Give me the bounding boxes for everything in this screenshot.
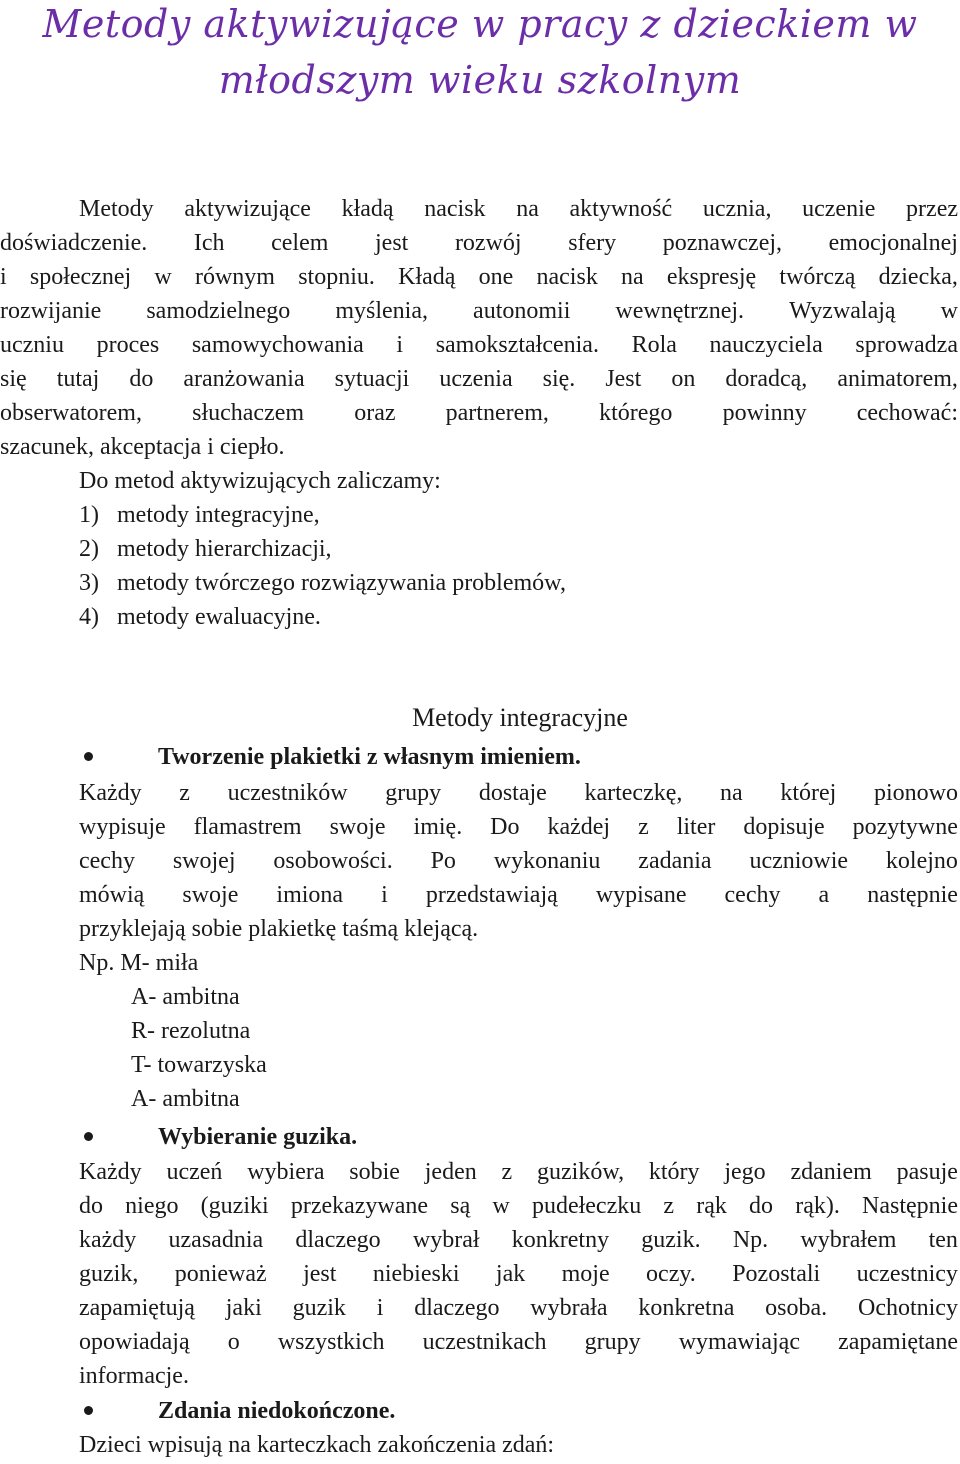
bullet-icon [84,752,93,761]
section-heading: Metody integracyjne [412,703,628,732]
word: swoje [182,882,239,908]
text-line [0,396,958,430]
word: oraz [354,400,396,426]
name-example [79,946,267,1116]
word: autonomii [473,298,571,324]
methods-list-intro: Do metod aktywizujących zaliczamy: [79,468,441,494]
word: uczestnikach [422,1329,547,1355]
word: ponieważ [174,1261,267,1287]
word: cechować: [856,400,958,426]
word: przedstawiają [425,882,558,908]
list-item-text: metody integracyjne, [117,502,320,528]
word: one [478,264,514,290]
word: który [648,1159,700,1185]
word: z [501,1159,513,1185]
word: rozwijanie [0,298,102,324]
word: aranżowania [183,366,305,392]
text-line: Dzieci wpisują na karteczkach zakończenia zdań: [79,1432,555,1458]
text-line [0,260,958,294]
word: stopniu. [298,264,375,290]
word: grupy [584,1329,641,1355]
list-item [79,600,939,634]
word: Każdy [79,780,142,806]
text-line [0,362,958,396]
word: dziecka, [878,264,958,290]
word: doświadczenie. [0,230,148,256]
word: rąk [696,1193,727,1219]
word: cechy [79,848,135,874]
word: Wyzwalają [789,298,896,324]
word: jest [375,230,409,256]
list-item [79,566,939,600]
word: i [381,882,388,908]
word: (guziki [200,1193,269,1219]
example-line: A- ambitna [131,1086,240,1112]
word: samodzielnego [146,298,291,324]
word: wypisuje [79,814,166,840]
example-line: R- rezolutna [131,1018,251,1044]
list-item-text: metody twórczego rozwiązywania problemów, [117,570,566,596]
word: jego [724,1159,766,1185]
word: uczestników [227,780,348,806]
word: zadania [638,848,712,874]
word: wypisane [595,882,687,908]
text-line [79,1291,958,1325]
word: z [638,814,649,840]
word: ucznia, [702,196,772,222]
word: tutaj [56,366,100,392]
bullet-icon [84,1132,93,1141]
word: i [376,1295,384,1321]
word: aktywizujące [184,196,311,222]
example-line: Np. M- miła [79,950,199,976]
text-line [79,1257,958,1291]
word: wewnętrznej. [615,298,745,324]
word: i [396,332,404,358]
word: aktywność [569,196,673,222]
word: sfery [568,230,617,256]
word: guzik, [79,1261,139,1287]
word: jest [303,1261,337,1287]
word: na [516,196,539,222]
text-line [79,1325,958,1359]
word: Metody [79,196,154,222]
word: flamastrem [193,814,302,840]
word: doradcą, [725,366,808,392]
word: jaki [225,1295,262,1321]
word: dostaje [478,780,547,806]
word: nauczyciela [709,332,823,358]
word: Ich [193,230,225,256]
text-line [79,810,958,844]
word: niebieski [372,1261,460,1287]
word: guzik. [641,1227,701,1253]
list-item-number: 1) [79,502,99,528]
word: swojej [172,848,236,874]
word: wybrał [412,1227,480,1253]
word: wybiera [247,1159,325,1185]
word: konkretny [511,1227,610,1253]
list-item [79,498,939,532]
word: uczenie [802,196,876,222]
word: się. [542,366,576,392]
word: partnerem, [445,400,549,426]
word: której [780,780,837,806]
word: uczniowie [749,848,849,874]
word: wymawiając [678,1329,800,1355]
word: Pozostali [732,1261,821,1287]
word: mówią [79,882,145,908]
word: karteczkę, [584,780,683,806]
word: pozytywne [852,814,958,840]
word: kolejno [885,848,958,874]
activity-paragraph-1 [79,776,958,946]
word: uczeń [166,1159,223,1185]
word: następnie [867,882,958,908]
word: ekspresję [666,264,757,290]
text-line: szacunek, akceptacja i ciepło. [0,434,285,460]
word: kładą [341,196,394,222]
word: słuchaczem [192,400,305,426]
list-item-number: 2) [79,536,99,562]
word: moje [561,1261,610,1287]
intro-paragraph [0,192,958,464]
text-line [0,192,958,226]
text-line [0,328,958,362]
word: uczniu [0,332,64,358]
word: na [621,264,644,290]
word: osobowości. [273,848,393,874]
word: pasuje [896,1159,958,1185]
example-line: T- towarzyska [131,1052,267,1078]
activity-paragraph-3 [79,1428,958,1462]
word: Każdy [79,1159,142,1185]
text-line [79,1189,958,1223]
text-line [79,776,958,810]
example-line: A- ambitna [131,984,240,1010]
document-title-line-2: młodszym wieku szkolnym [218,58,742,102]
word: z [663,1193,675,1219]
activity-paragraph-2 [79,1155,958,1393]
word: do [749,1193,774,1219]
word: swoje [329,814,386,840]
word: sobie [349,1159,400,1185]
word: guzik [292,1295,346,1321]
word: samowychowania [191,332,364,358]
word: myślenia, [335,298,428,324]
word: zapamiętane [838,1329,958,1355]
word: liter [676,814,716,840]
word: w [154,264,172,290]
word: z [179,780,190,806]
word: a [818,882,830,908]
list-item-text: metody ewaluacyjne. [117,604,321,630]
list-item-number: 4) [79,604,99,630]
word: Następnie [862,1193,958,1219]
word: Rola [631,332,677,358]
word: do [129,366,154,392]
word: społecznej [29,264,132,290]
text-line [79,878,958,912]
text-line [79,844,958,878]
word: dlaczego [295,1227,381,1253]
word: Ochotnicy [857,1295,958,1321]
word: na [720,780,743,806]
word: jeden [424,1159,477,1185]
word: wykonaniu [493,848,601,874]
word: wszystkich [277,1329,385,1355]
word: animatorem, [837,366,958,392]
word: pionowo [873,780,958,806]
word: nacisk [424,196,486,222]
word: powinny [722,400,807,426]
word: cechy [724,882,781,908]
word: ten [928,1227,958,1253]
word: dlaczego [414,1295,500,1321]
word: opowiadają [79,1329,190,1355]
text-line: przyklejają sobie plakietkę taśmą klejącą. [79,916,479,942]
word: celem [271,230,329,256]
word: przekazywane [290,1193,429,1219]
bullet-icon [84,1406,93,1415]
word: on [671,366,696,392]
word: obserwatorem, [0,400,142,426]
word: Jest [605,366,642,392]
word: rąk). [795,1193,840,1219]
word: Po [430,848,456,874]
word: grupy [385,780,442,806]
word: Np. [732,1227,769,1253]
word: każdej [547,814,611,840]
word: zapamiętują [79,1295,195,1321]
word: są [450,1193,471,1219]
text-line [0,294,958,328]
word: Do [490,814,520,840]
word: którego [599,400,673,426]
word: osoba. [765,1295,828,1321]
word: sprowadza [855,332,958,358]
word: się [0,366,27,392]
word: w [940,298,958,324]
word: wybrała [530,1295,608,1321]
text-line [79,1223,958,1257]
text-line [79,1155,958,1189]
list-item-text: metody hierarchizacji, [117,536,332,562]
word: uczestnicy [856,1261,958,1287]
word: równym [194,264,275,290]
text-line: informacje. [79,1363,189,1389]
text-line [0,226,958,260]
list-item [79,532,939,566]
word: imiona [276,882,344,908]
document-page: Metody aktywizujące w pracy z dzieckiem w młodszym wieku szkolnym Metody aktywizujące kładą nacisk na aktywność ucznia, uczenie przez doświadczenie. Ich celem jest rozwój sfery poznawczej, emocjonalnej i społecznej w równym stopniu. Kładą one nacisk na ekspresję twórczą dziecka, rozwijanie samodzielnego myślenia, autonomii wewnętrznej. Wyzwalają w uczniu proces samowychowania i samokształcenia. Rola nauczyciela sprowadza się tutaj do aranżowania sytuacji uczenia się. Jest on doradcą, animatorem, obserwatorem, słuchaczem oraz partnerem, którego powinny cechować: szacunek, akceptacja i ciepło. Do metod aktywizujących zaliczamy: 1) metody integracyjne, 2) metody hierarchizacji, 3) metody twórczego rozwiązywania problemów, 4) metody ewaluacyjne. Metody integracyjne Tworzenie plakietki z własnym imieniem. Każdy z uczestników grupy dostaje karteczkę, na której pionowo wypisuje flamastrem swoje imię. Do każdej z liter dopisuje pozytywne cechy swojej osobowości. Po wykonaniu zadania uczniowie kolejno mówią swoje imiona i przedstawiają wypisane cechy a następnie przyklejają sobie plakietkę taśmą klejącą. Np. M- miła A- ambitna R- rezolutna T- towarzyska A- ambitna Wybieranie guzika. Każdy uczeń wybiera sobie jeden z guzików, który jego zdaniem pasuje do niego (guziki przekazywane są w pudełeczku z rąk do rąk). Następnie każdy uzasadnia dlaczego wybrał konkretny guzik. Np. wybrałem ten guzik, ponieważ jest niebieski jak moje oczy. Pozostali uczestnicy zapamiętują jaki guzik i dlaczego wybrała konkretna osoba. Ochotnicy opowiadają o wszystkich uczestnikach grupy wymawiając zapamiętane informacje. Zdania niedokończone. Dzieci wpisują na karteczkach zakończenia zdań: [0,0,960,1464]
word: twórczą [779,264,856,290]
word: emocjonalnej [828,230,958,256]
word: zdaniem [790,1159,872,1185]
methods-list [79,464,939,634]
word: poznawczej, [662,230,783,256]
list-item-number: 3) [79,570,99,596]
word: Kładą [398,264,456,290]
word: o [227,1329,240,1355]
word: każdy [79,1227,137,1253]
word: rozwój [454,230,522,256]
word: guzików, [537,1159,625,1185]
word: proces [96,332,160,358]
document-title-line-1: Metody aktywizujące w pracy z dzieckiem w [42,2,918,46]
word: w [492,1193,510,1219]
word: niego [125,1193,179,1219]
word: do [79,1193,103,1219]
word: przez [906,196,958,222]
word: i [0,264,7,290]
word: jak [495,1261,526,1287]
word: wybrałem [800,1227,897,1253]
word: imię. [413,814,463,840]
word: sytuacji [334,366,410,392]
word: uczenia [439,366,513,392]
word: konkretna [638,1295,735,1321]
word: samokształcenia. [435,332,599,358]
word: pudełeczku [531,1193,642,1219]
word: nacisk [536,264,598,290]
word: dopisuje [743,814,825,840]
word: uzasadnia [168,1227,264,1253]
word: oczy. [646,1261,696,1287]
